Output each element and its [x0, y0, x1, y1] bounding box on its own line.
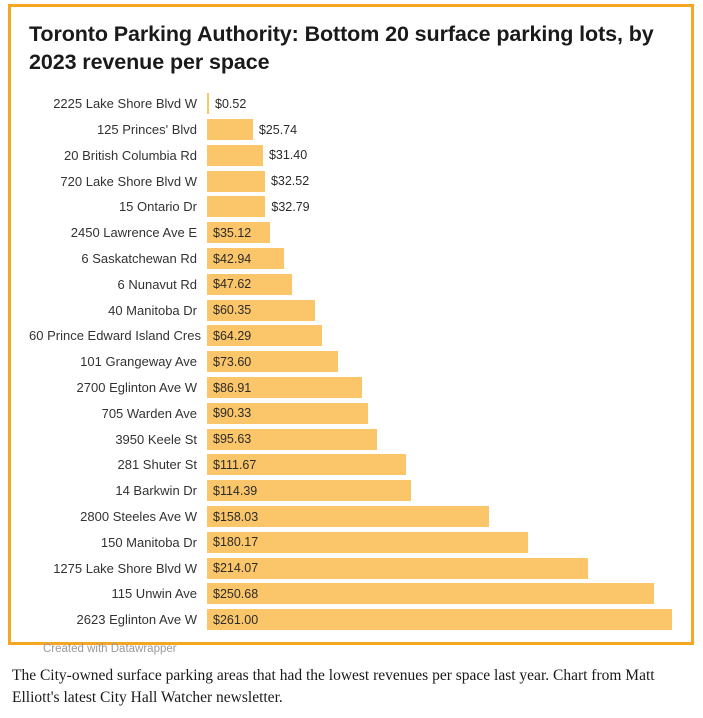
bar-category-label: 2700 Eglinton Ave W [76, 380, 197, 396]
caption-newsletter-name: City Hall Watcher [100, 689, 213, 707]
bar-value-label: $47.62 [213, 277, 252, 292]
bar-value-label: $32.52 [270, 174, 310, 189]
bar-row [29, 271, 673, 297]
bar-track [207, 452, 673, 478]
bar [207, 274, 292, 295]
bar-value-label: $111.67 [213, 457, 257, 472]
bar-value-label: $114.39 [213, 483, 258, 498]
bar-category-label: 6 Saskatchewan Rd [81, 251, 197, 267]
bar-value-label: $25.74 [258, 122, 298, 137]
bar [207, 377, 362, 398]
bar [207, 558, 588, 579]
bar [207, 480, 411, 501]
bar-track [207, 555, 673, 581]
chart-inner [11, 7, 691, 655]
bar-track [207, 607, 673, 633]
bar-value-label: $42.94 [213, 251, 252, 266]
bar-track [207, 91, 673, 117]
bar-category-label: 14 Barkwin Dr [115, 483, 197, 499]
bar-value-label: $60.35 [213, 303, 252, 318]
bar-track [207, 504, 673, 530]
bar-category-label: 60 Prince Edward Island Cres [29, 328, 201, 344]
bar-value-label: $0.52 [215, 96, 247, 111]
bar-row [29, 194, 673, 220]
bar-value-label: $64.29 [213, 328, 252, 343]
bar-category-label: 3950 Keele St [115, 431, 197, 447]
bar [207, 93, 247, 114]
bar-value-label: $86.91 [213, 380, 252, 395]
bar-row [29, 426, 673, 452]
bar [207, 583, 654, 604]
bar [207, 532, 528, 553]
bar-category-label: 125 Princes' Blvd [96, 122, 197, 138]
bar [207, 171, 310, 192]
bar-track [207, 220, 673, 246]
bar-category-label: 2800 Steeles Ave W [80, 509, 197, 525]
bar-row [29, 246, 673, 272]
bar-value-label: $95.63 [213, 432, 252, 447]
chart-card [8, 4, 694, 655]
bar-category-label: 40 Manitoba Dr [108, 302, 197, 318]
bar-track [207, 426, 673, 452]
bar-value-label: $250.68 [213, 586, 259, 601]
bar-value-label: $261.00 [213, 612, 259, 627]
bar [207, 506, 489, 527]
bar-track [207, 478, 673, 504]
bar-row [29, 349, 673, 375]
bar-row [29, 168, 673, 194]
bar-category-label: 101 Grangeway Ave [80, 354, 197, 370]
bar [207, 300, 315, 321]
caption-text-before: The City-owned surface parking areas that had the lowest revenues per space last year. Chart from Matt Elliott's latest [12, 667, 655, 707]
bar-row [29, 478, 673, 504]
bar [207, 351, 338, 372]
bar-track [207, 168, 673, 194]
bar-track [207, 271, 673, 297]
bar-row [29, 581, 673, 607]
bar [207, 222, 270, 243]
bar-value-label: $90.33 [213, 406, 252, 421]
bar-category-label: 6 Nunavut Rd [117, 276, 197, 292]
bar-category-label: 705 Warden Ave [101, 405, 197, 421]
bar [207, 248, 284, 269]
bar-category-label: 20 British Columbia Rd [64, 147, 197, 163]
bar-value-label: $158.03 [213, 509, 259, 524]
bar-category-label: 720 Lake Shore Blvd W [60, 173, 197, 189]
bar-category-label: 115 Unwin Ave [111, 586, 197, 602]
bar-row [29, 452, 673, 478]
bar-row [29, 91, 673, 117]
bar-category-label: 2623 Eglinton Ave W [76, 612, 197, 628]
bar-track [207, 400, 673, 426]
page-title: Toronto Parking Authority: Bottom 20 surface parking lots, by 2023 revenue per space [29, 22, 654, 74]
bar-value-label: $180.17 [213, 535, 259, 550]
bar [207, 196, 310, 217]
chart-credit: Created with Datawrapper [43, 642, 177, 655]
bar-track [207, 246, 673, 272]
bar-track [207, 117, 673, 143]
figure-caption [12, 665, 672, 710]
bar [207, 609, 672, 630]
bar-track [207, 194, 673, 220]
bar [207, 325, 322, 346]
bar-value-label: $73.60 [213, 354, 252, 369]
bar-category-label: 15 Ontario Dr [118, 199, 197, 215]
bar-track [207, 297, 673, 323]
bar-value-label: $32.79 [271, 199, 310, 214]
bar-row [29, 117, 673, 143]
bar-row [29, 504, 673, 530]
bar [207, 429, 377, 450]
bar-row [29, 400, 673, 426]
bar-category-label: 2225 Lake Shore Blvd W [53, 96, 197, 112]
bar-track [207, 375, 673, 401]
bar-row [29, 142, 673, 168]
bar-track [207, 349, 673, 375]
bar-category-label: 2450 Lawrence Ave E [70, 225, 197, 241]
bar-row [29, 607, 673, 633]
bar-chart-rows [29, 91, 673, 633]
bar-row [29, 555, 673, 581]
bar-row [29, 297, 673, 323]
bar [207, 119, 298, 140]
bar-row [29, 529, 673, 555]
bar-row [29, 375, 673, 401]
bar-row [29, 323, 673, 349]
bar-category-label: 1275 Lake Shore Blvd W [53, 560, 197, 576]
bar [207, 403, 368, 424]
bar [207, 145, 308, 166]
bar-track [207, 142, 673, 168]
caption-text-after: newsletter. [212, 689, 283, 707]
bar-row [29, 220, 673, 246]
bar-track [207, 581, 673, 607]
bar-category-label: 150 Manitoba Dr [100, 534, 197, 550]
bar-value-label: $214.07 [213, 561, 259, 576]
bar [207, 454, 406, 475]
bar-track [207, 529, 673, 555]
bar-value-label: $31.40 [268, 148, 308, 163]
bar-track [207, 323, 673, 349]
bar-category-label: 281 Shuter St [117, 457, 197, 473]
bar-value-label: $35.12 [213, 225, 252, 240]
